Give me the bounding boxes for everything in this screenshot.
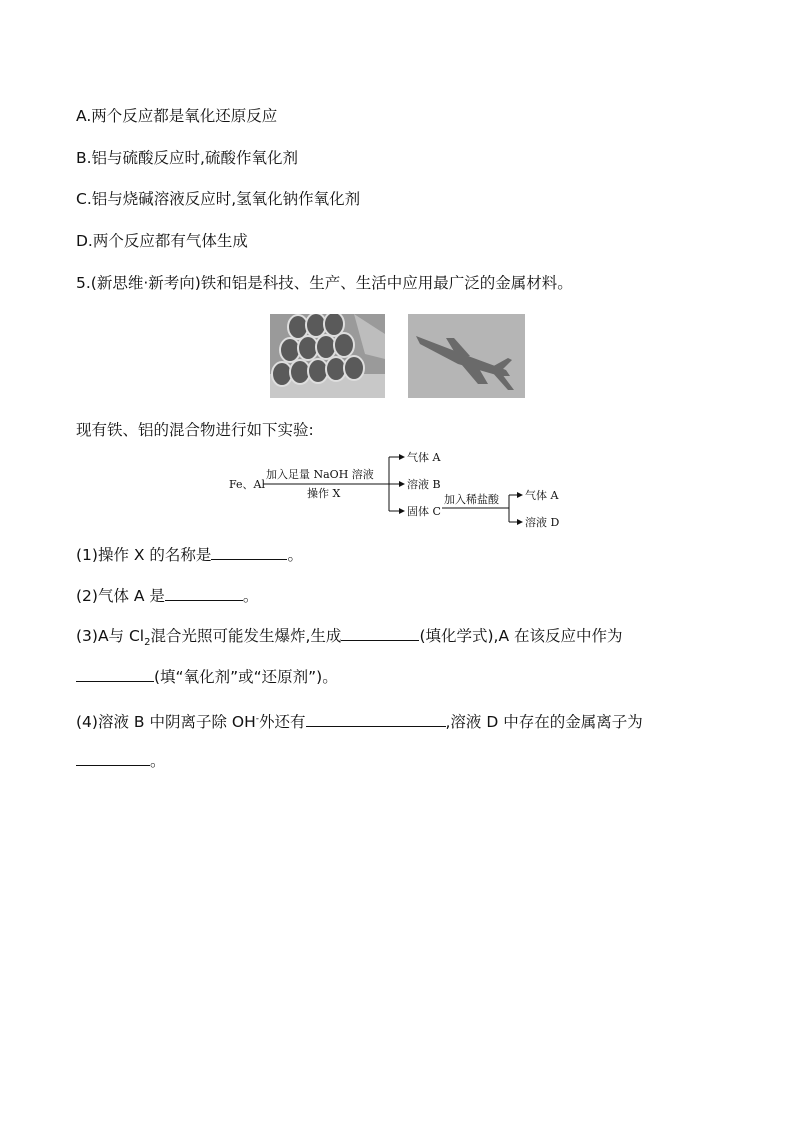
q1-text: (1)操作 X 的名称是: [76, 546, 212, 564]
q2-end: 。: [242, 587, 259, 605]
q3-text: (3)A与 Cl: [76, 627, 145, 645]
q3-text-mid2: (填化学式),A 在该反应中作为: [419, 627, 623, 645]
product-gas-a: 气体 A: [407, 451, 441, 464]
pipes-photo: [270, 314, 385, 398]
q4-end: 。: [150, 752, 166, 770]
subquestion-3-line2: [76, 667, 338, 687]
product-solution-b: 溶液 B: [407, 478, 441, 491]
q4-text-mid: 外还有: [258, 713, 306, 732]
subquestion-4-line2: [76, 751, 166, 771]
option-c: C.铝与烧碱溶液反应时,氢氧化钠作氧化剂: [76, 190, 361, 208]
q3-formula-blank[interactable]: [341, 626, 419, 641]
q1-answer-blank[interactable]: [211, 545, 287, 560]
q2-answer-blank[interactable]: [165, 586, 243, 601]
start-mixture: Fe、Al: [229, 478, 266, 491]
product-solution-d: 溶液 D: [525, 516, 560, 529]
subquestion-4: [76, 709, 643, 732]
subquestion-3: [76, 626, 623, 653]
jet-photo: [408, 314, 525, 398]
subquestion-2: [76, 586, 258, 606]
step1-operation: 操作 X: [307, 487, 341, 500]
q4-superscript: -: [255, 714, 259, 724]
experiment-intro: 现有铁、铝的混合物进行如下实验:: [76, 421, 314, 439]
q2-text: (2)气体 A 是: [76, 587, 165, 605]
q1-end: 。: [287, 546, 303, 564]
experiment-flow-diagram: [229, 448, 574, 532]
step1-reagent: 加入足量 NaOH 溶液: [266, 468, 374, 481]
q3-role-blank[interactable]: [76, 667, 154, 682]
subquestion-1: [76, 545, 303, 565]
product-gas-a-2: 气体 A: [525, 489, 559, 502]
q3-text-mid: 混合光照可能发生爆炸,生成: [150, 627, 342, 645]
q4-text-mid2: ,溶液 D 中存在的金属离子为: [445, 713, 643, 732]
q3-text-line2: (填“氧化剂”或“还原剂”)。: [154, 668, 338, 686]
product-solid-c: 固体 C: [407, 505, 441, 518]
option-d: D.两个反应都有气体生成: [76, 232, 248, 250]
step2-reagent: 加入稀盐酸: [444, 493, 499, 506]
q3-subscript: 2: [144, 637, 151, 649]
option-b: B.铝与硫酸反应时,硫酸作氧化剂: [76, 149, 298, 167]
q4-anion-blank[interactable]: [306, 712, 446, 727]
q4-metal-ion-blank[interactable]: [76, 751, 150, 766]
question-5-stem: 5.(新思维·新考向)铁和铝是科技、生产、生活中应用最广泛的金属材料。: [76, 274, 573, 292]
q4-text: (4)溶液 B 中阴离子除 OH: [76, 713, 256, 732]
option-a: A.两个反应都是氧化还原反应: [76, 107, 278, 125]
